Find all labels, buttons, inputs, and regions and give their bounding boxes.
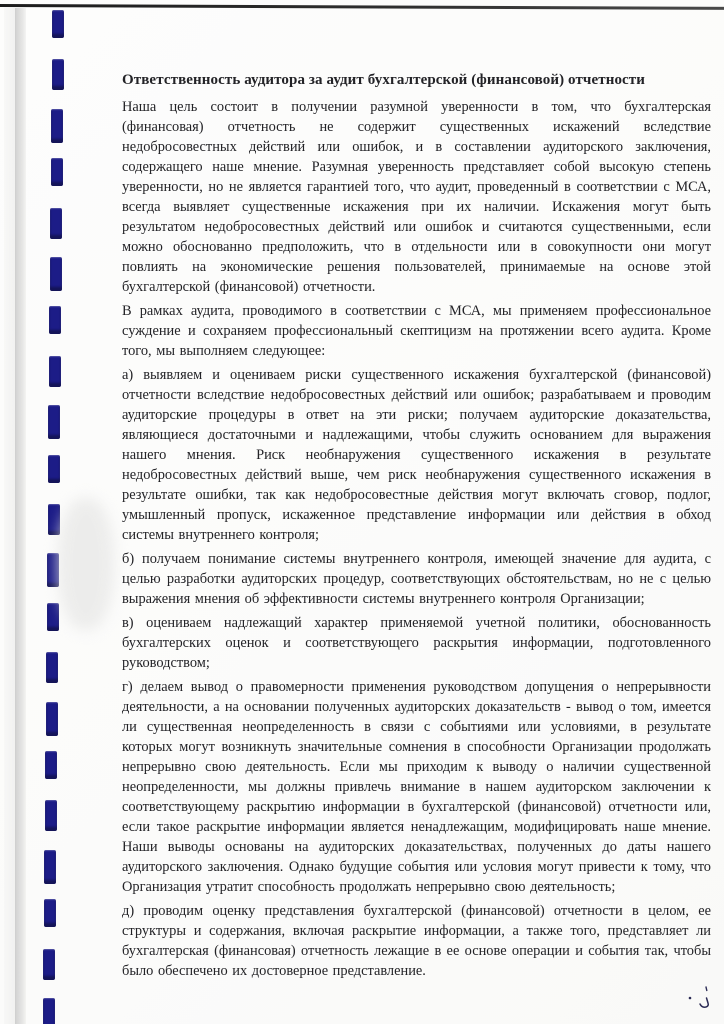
binding-hole	[47, 603, 59, 631]
binding-hole	[49, 306, 61, 334]
binding-hole	[51, 158, 63, 186]
binding-hole	[48, 405, 60, 439]
binding-hole	[49, 356, 61, 387]
scan-smudge	[58, 498, 114, 630]
paragraph-item-g: г) делаем вывод о правомерности применения руководством допущения о непрерывности деятельности, а на основании полученных аудиторских доказательств - вывод о том, имеется ли существенная неопределенность в связи с событиями или условиями, в результате которых могут возникнуть значительные сомнения в способности Организации продолжать непрерывно свою деятельность. Если мы приходим к выводу о наличии существенной неопределенности, мы должны привлечь внимание в нашем аудиторском заключении к соответствующему раскрытию информации в бухгалтерской (финансовой) отчетности или, если такое раскрытие информации является ненадлежащим, модифицировать наше мнение. Наши выводы основаны на аудиторских доказательствах, полученных до даты нашего аудиторского заключения. Однако будущие события или условия могут привести к тому, что Организация утратит способность продолжать непрерывно свою деятельность;	[122, 679, 711, 895]
binding-hole	[46, 652, 58, 683]
paragraph-item-d: д) проводим оценку представления бухгалтерской (финансовой) отчетности в целом, ее структуры и содержания, включая раскрытие информации, а также того, представляет ли бухгалтерская (финансовая) отчетность лежащие в ее основе операции и события так, чтобы было обеспечено их достоверное представление.	[122, 903, 711, 979]
binding-hole	[44, 899, 56, 927]
binding-hole	[45, 751, 57, 779]
binding-hole	[50, 208, 62, 239]
section-heading: Ответственность аудитора за аудит бухгалтерской (финансовой) отчетности	[122, 72, 646, 88]
binding-hole	[51, 109, 63, 143]
paragraph-intro: Наша цель состоит в получении разумной уверенности в том, что бухгалтерская (финансовая) отчетность не содержит существенных искажений вследствие недобросовестных действий или ошибок, и в составлении аудиторского заключения, содержащего наше мнение. Разумная уверенность представляет собой высокую степень уверенности, но не является гарантией того, что аудит, проведенный в соответствии с МСА, всегда выявляет существенные искажения при их наличии. Искажения могут быть результатом недобросовестных действий или ошибок и считаются существенными, если можно обоснованно предположить, что в отдельности или в совокупности они могут повлиять на экономические решения пользователей, принимаемые на основе этой бухгалтерской (финансовой) отчетности.	[122, 99, 711, 295]
binding-hole	[43, 998, 55, 1024]
binding-hole	[45, 800, 57, 831]
binding-hole	[52, 59, 64, 90]
paragraph-item-v: в) оцениваем надлежащий характер применяемой учетной политики, обоснованность бухгалтерских оценок и соответствующего раскрытия информации, подготовленного руководством;	[122, 615, 711, 671]
binding-hole	[44, 850, 56, 884]
document-body-text	[122, 70, 711, 985]
handwritten-corner-mark	[686, 982, 714, 1016]
binding-hole	[52, 10, 64, 38]
paragraph-item-a: а) выявляем и оцениваем риски существенного искажения бухгалтерской (финансовой) отчетности вследствие недобросовестных действий или ошибок; разрабатываем и проводим аудиторские процедуры в ответ на эти риски; получаем аудиторские доказательства, являющиеся достаточными и надлежащими, чтобы служить основанием для выражения нашего мнения. Риск необнаружения существенного искажения в результате недобросовестных действий выше, чем риск необнаружения существенного искажения в результате ошибки, так как недобросовестные действия могут включать сговор, подлог, умышленный пропуск, искаженное представление информации или действия в обход системы внутреннего контроля;	[122, 367, 711, 543]
binding-hole	[48, 455, 60, 483]
paragraph-item-b: б) получаем понимание системы внутреннего контроля, имеющей значение для аудита, с целью разработки аудиторских процедур, соответствующих обстоятельствам, но не с целью выражения мнения об эффективности системы внутреннего контроля Организации;	[122, 551, 711, 607]
binding-hole	[50, 257, 62, 291]
binding-hole	[48, 504, 60, 535]
binding-hole	[43, 949, 55, 980]
paragraph-framework: В рамках аудита, проводимого в соответствии с МСА, мы применяем профессиональное суждение и сохраняем профессиональный скептицизм на протяжении всего аудита. Кроме того, мы выполняем следующее:	[122, 303, 711, 359]
scan-top-edge-line	[0, 4, 724, 10]
binding-hole	[46, 702, 58, 736]
